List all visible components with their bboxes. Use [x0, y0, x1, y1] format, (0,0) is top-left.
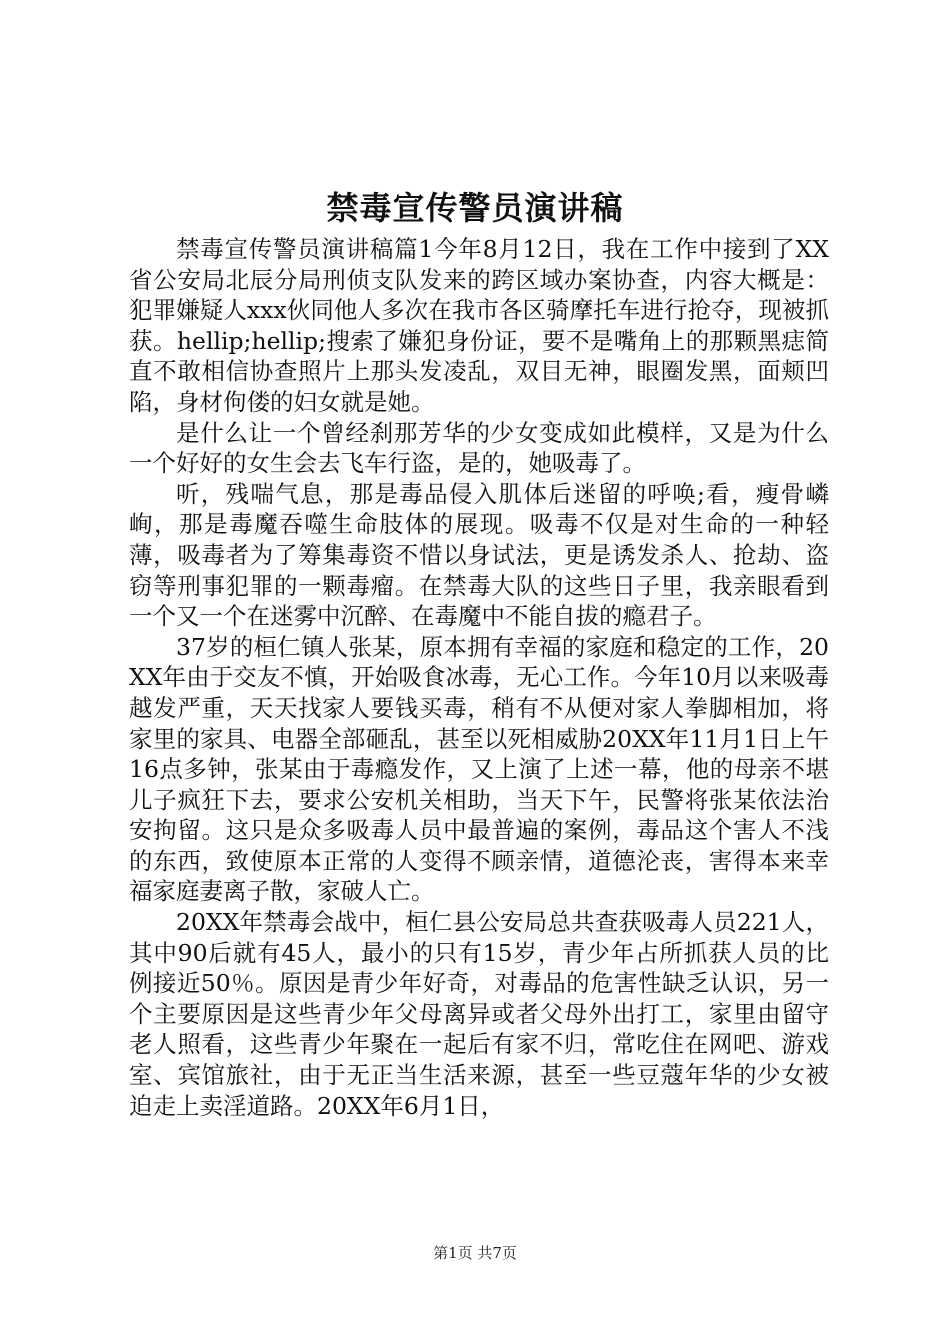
document-body — [129, 234, 829, 1121]
paragraph: 听，残喘气息，那是毒品侵入肌体后迷留的呼唤;看，瘦骨嶙峋，那是毒魔吞噬生命肢体的展现。吸毒不仅是对生命的一种轻薄，吸毒者为了筹集毒资不惜以身试法，更是诱发杀人、抢劫、盗窃等刑事犯罪的一颗毒瘤。在禁毒大队的这些日子里，我亲眼看到一个又一个在迷雾中沉醉、在毒魔中不能自拔的瘾君子。 — [129, 479, 829, 631]
paragraph: 是什么让一个曾经刹那芳华的少女变成如此模样，又是为什么一个好好的女生会去飞车行盗，是的，她吸毒了。 — [129, 418, 829, 478]
paragraph: 20XX年禁毒会战中，桓仁县公安局总共查获吸毒人员221人，其中90后就有45人，最小的只有15岁，青少年占所抓获人员的比例接近50％。原因是青少年好奇，对毒品的危害性缺乏认识，另一个主要原因是这些青少年父母离异或者父母外出打工，家里由留守老人照看，这些青少年聚在一起后有家不归，常吃住在网吧、游戏室、宾馆旅社，由于无正当生活来源，甚至一些豆蔻年华的少女被迫走上卖淫道路。20XX年6月1日， — [129, 908, 829, 1120]
paragraph: 禁毒宣传警员演讲稿篇1今年8月12日，我在工作中接到了XX省公安局北辰分局刑侦支队发来的跨区域办案协查，内容大概是：犯罪嫌疑人xxx伙同他人多次在我市各区骑摩托车进行抢夺，现被抓获。hellip;hellip;搜索了嫌犯身份证，要不是嘴角上的那颗黑痣简直不敢相信协查照片上那头发凌乱，双目无神，眼圈发黑，面颊凹陷，身材佝偻的妇女就是她。 — [129, 235, 829, 416]
document-title: 禁毒宣传警员演讲稿 — [326, 189, 624, 227]
paragraph: 37岁的桓仁镇人张某，原本拥有幸福的家庭和稳定的工作，20XX年由于交友不慎，开始吸食冰毒，无心工作。今年10月以来吸毒越发严重，天天找家人要钱买毒，稍有不从便对家人拳脚相加，将家里的家具、电器全部砸乱，甚至以死相威胁20XX年11月1日上午16点多钟，张某由于毒瘾发作，又上演了上述一幕，他的母亲不堪儿子疯狂下去，要求公安机关相助，当天下午，民警将张某依法治安拘留。这只是众多吸毒人员中最普遍的案例，毒品这个害人不浅的东西，致使原本正常的人变得不顾亲情，道德沦丧，害得本来幸福家庭妻离子散，家破人亡。 — [129, 632, 829, 906]
page-number-footer: 第1页 共7页 — [433, 1244, 517, 1262]
